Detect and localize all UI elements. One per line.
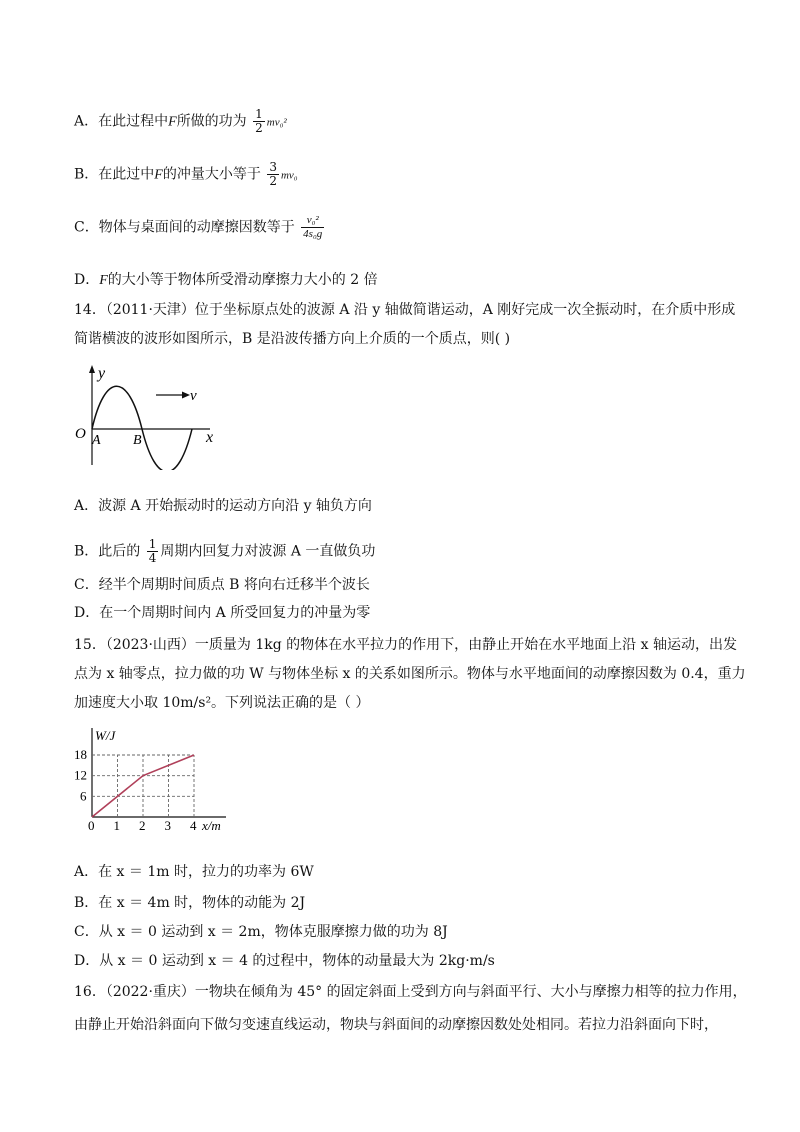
q13-a-mid: 所做的功为 xyxy=(176,113,247,130)
q15-stem-line3: 加速度大小取 10m/s²。下列说法正确的是（ ） xyxy=(74,695,370,711)
x-tick-label-1: 1 xyxy=(113,818,120,833)
q15-option-a: A．在 x ＝ 1m 时，拉力的功率为 6W xyxy=(74,864,314,880)
q14-b-frac-den: 4 xyxy=(148,551,157,565)
y-tick-label-2: 18 xyxy=(74,747,87,762)
q13-a-frac-den: 2 xyxy=(255,121,263,135)
q14-option-b xyxy=(74,538,375,565)
q15-stem-line2: 点为 x 轴零点，拉力做的功 W 与物体坐标 x 的关系如图所示。物体与水平地面间的动摩擦因数为 0.4，重力 xyxy=(74,666,746,682)
q13-a-prefix: A．在此过程中 xyxy=(74,113,169,130)
q13-c-frac-den: 4s₀g xyxy=(303,228,323,240)
q13-a-expr: mv₀² xyxy=(266,116,287,129)
y-axis-arrow-icon xyxy=(89,365,95,373)
q14-b-suffix: 周期内回复力对波源 A 一直做负功 xyxy=(160,543,376,560)
q13-b-frac-den: 2 xyxy=(269,174,277,188)
q13-option-d: D．F的大小等于物体所受滑动摩擦力大小的 2 倍 xyxy=(74,272,378,288)
q13-b-var: F xyxy=(154,167,163,183)
q14-b-frac-num: 1 xyxy=(148,537,157,551)
q13-option-a xyxy=(74,108,287,135)
q15-option-d: D．从 x ＝ 0 运动到 x ＝ 4 的过程中，物体的动量最大为 2kg·m/s xyxy=(74,953,495,969)
q13-c-frac-num: v₀² xyxy=(301,214,324,228)
q13-a-frac-num: 1 xyxy=(255,107,263,121)
chart-ylabel: W/J xyxy=(95,728,116,743)
q13-option-c xyxy=(74,214,326,241)
q13-c-fraction xyxy=(301,214,324,241)
x-tick-label-0: 0 xyxy=(88,818,95,833)
label-b: B xyxy=(133,433,142,448)
q13-b-frac-num: 3 xyxy=(269,160,277,174)
q14-stem-line2: 简谐横波的波形如图所示，B 是沿波传播方向上介质的一个质点，则( ) xyxy=(74,331,511,347)
q13-d-text: 的大小等于物体所受滑动摩擦力大小的 2 倍 xyxy=(107,272,378,288)
y-tick-label-1: 12 xyxy=(74,767,87,783)
label-v: v xyxy=(190,388,197,404)
q14-option-d: D．在一个周期时间内 A 所受回复力的冲量为零 xyxy=(74,605,371,621)
q13-a-fraction xyxy=(253,108,265,135)
label-y: y xyxy=(98,365,106,382)
x-tick-label-2: 2 xyxy=(139,818,146,833)
q13-a-var: F xyxy=(168,114,177,130)
x-tick-label-3: 3 xyxy=(164,818,171,833)
y-tick-label-0: 6 xyxy=(80,788,87,804)
chart-xlabel: x/m xyxy=(202,818,221,833)
q14-wave-figure xyxy=(70,360,230,470)
q13-c-prefix: C．物体与桌面间的动摩擦因数等于 xyxy=(74,219,295,236)
q16-stem-line2: 由静止开始沿斜面向下做匀变速直线运动，物块与斜面间的动摩擦因数处处相同。若拉力沿斜面向下时， xyxy=(74,1017,718,1033)
label-o: O xyxy=(75,426,86,442)
q14-b-fraction xyxy=(147,538,159,565)
label-x: x xyxy=(206,429,214,446)
q13-b-mid: 的冲量大小等于 xyxy=(162,166,261,183)
q15-work-chart xyxy=(70,722,240,837)
q15-option-b: B．在 x ＝ 4m 时，物体的动能为 2J xyxy=(74,895,306,911)
q13-b-prefix: B．在此过中 xyxy=(74,166,155,183)
q16-stem-line1: 16．（2022·重庆）一物块在倾角为 45° 的固定斜面上受到方向与斜面平行、大小与摩擦力相等的拉力作用， xyxy=(74,984,747,1000)
arrow-right-icon xyxy=(182,392,190,399)
q14-option-c: C．经半个周期时间质点 B 将向右迁移半个波长 xyxy=(74,577,370,593)
q13-b-expr: mv₀ xyxy=(280,169,298,182)
q14-stem-line1: 14．（2011·天津）位于坐标原点处的波源 A 沿 y 轴做简谐运动，A 刚好完成一次全振动时，在介质中形成 xyxy=(74,302,736,318)
q15-option-c: C．从 x ＝ 0 运动到 x ＝ 2m，物体克服摩擦力做的功为 8J xyxy=(74,924,448,940)
wave-curve xyxy=(92,386,192,470)
q13-b-fraction xyxy=(267,161,279,188)
q15-stem-line1: 15．（2023·山西）一质量为 1kg 的物体在水平拉力的作用下，由静止开始在水平地面上沿 x 轴运动，出发 xyxy=(74,637,737,653)
label-a: A xyxy=(92,433,101,448)
q13-d-var: F xyxy=(99,273,108,288)
q13-option-b xyxy=(74,161,298,188)
q14-b-prefix: B．此后的 xyxy=(74,543,141,560)
x-tick-label-4: 4 xyxy=(190,818,197,833)
q14-option-a: A．波源 A 开始振动时的运动方向沿 y 轴负方向 xyxy=(74,498,372,514)
